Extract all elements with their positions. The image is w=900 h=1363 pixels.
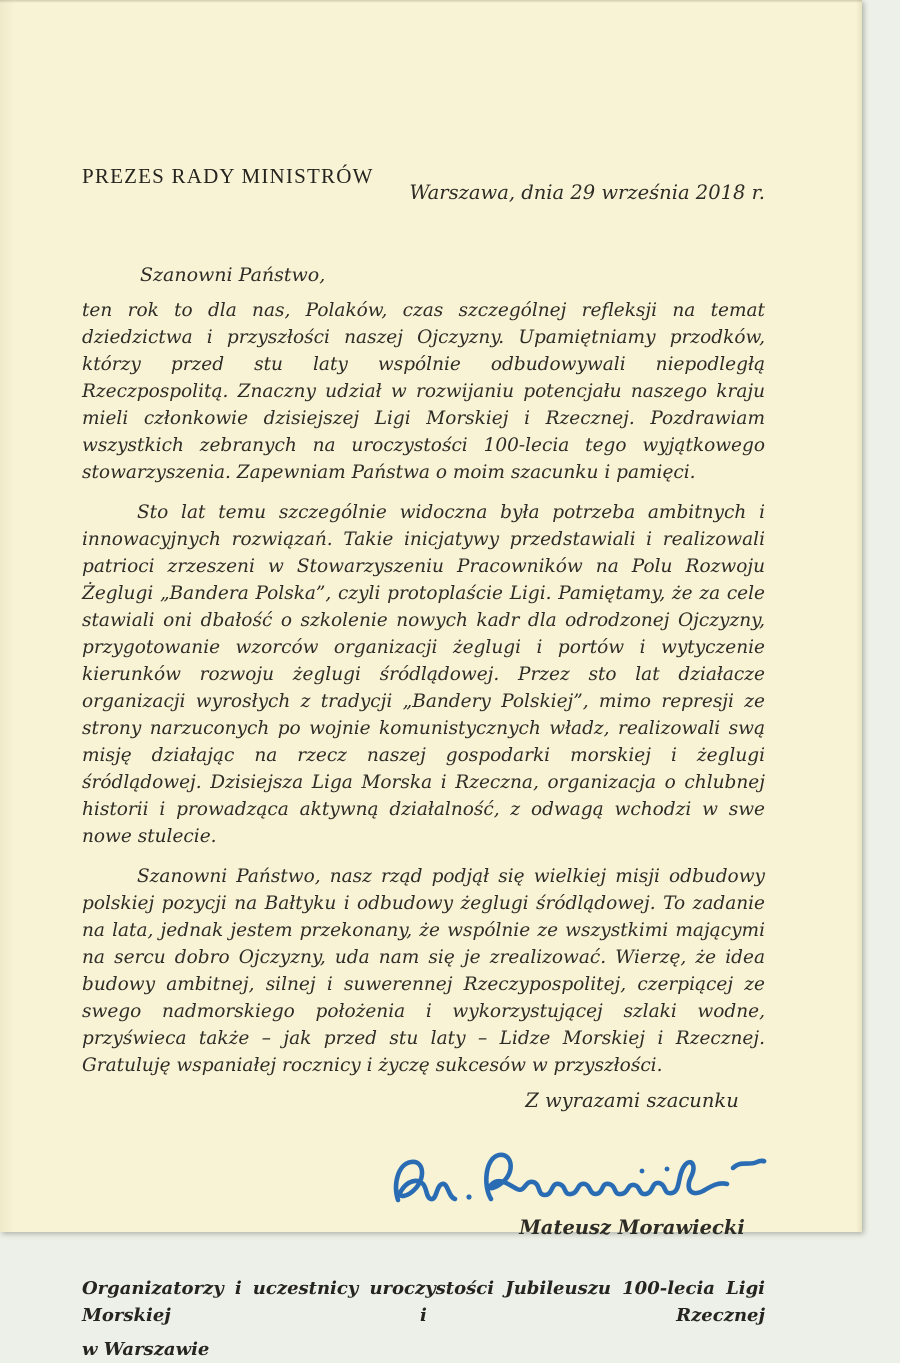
- closing-phrase: Z wyrazami szacunku: [525, 1089, 739, 1112]
- addressee-line-1: Organizatorzy i uczestnicy uroczystości Jubileuszu 100-lecia Ligi Morskiej i Rzecznej: [82, 1278, 765, 1326]
- sender-title: PREZES RADY MINISTRÓW: [82, 164, 374, 188]
- letterhead: [82, 164, 765, 204]
- signer-name: Mateusz Morawiecki: [519, 1216, 745, 1239]
- salutation: Szanowni Państwo,: [140, 264, 326, 286]
- signature-ink-icon: [390, 1144, 765, 1214]
- signature-block: [390, 1144, 765, 1214]
- paragraph-1: ten rok to dla nas, Polaków, czas szczególnej refleksji na temat dziedzictwa i przyszłości naszej Ojczyzny. Upamiętniamy przodków, którzy przed stu laty wspólnie odbudowywali niepodległą Rzeczpospolitą. Znaczny udział w rozwijaniu potencjału naszego kraju mieli członkowie dzisiejszej Ligi Morskiej i Rzecznej. Pozdrawiam wszystkich zebranych na uroczystości 100-lecia tego wyjątkowego stowarzyszenia. Zapewniam Państwa o moim szacunku i pamięci.: [82, 300, 765, 483]
- addressee: [82, 1275, 765, 1363]
- paragraph-3: Szanowni Państwo, nasz rząd podjął się wielkiej misji odbudowy polskiej pozycji na Bałtyku i odbudowy żeglugi śródlądowej. To zadanie na lata, jednak jestem przekonany, że wspólnie ze wszystkimi mającymi na sercu dobro Ojczyzny, uda nam się je zrealizować. Wierzę, że idea budowy ambitnej, silnej i suwerennej Rzeczypospolitej, czerpiącej ze swego nadmorskiego położenia i wykorzystującej szlaki wodne, przyświeca także – jak przed stu laty – Lidze Morskiej i Rzecznej. Gratuluję wspaniałej rocznicy i życzę sukcesów w przyszłości.: [82, 866, 765, 1076]
- paragraph-2: Sto lat temu szczególnie widoczna była potrzeba ambitnych i innowacyjnych rozwiązań. Takie inicjatywy przedstawiali i realizowali patrioci zrzeszeni w Stowarzyszeniu Pracowników na Polu Rozwoju Żeglugi „Bandera Polska”, czyli protoplaście Ligi. Pamiętamy, że za cele stawiali oni dbałość o szkolenie nowych kadr dla odrodzonej Ojczyzny, przygotowanie wzorców organizacji żeglugi i portów i wytyczenie kierunków rozwoju żeglugi śródlądowej. Przez sto lat działacze organizacji wyrosłych z tradycji „Bandery Polskiej”, mimo represji ze strony narzuconych po wojnie komunistycznych władz, realizowali swą misję działając na rzecz naszej gospodarki morskiej i żeglugi śródlądowej. Dzisiejsza Liga Morska i Rzeczna, organizacja o chlubnej historii i prowadząca aktywną działalność, z odwagą wchodzi w swe nowe stulecie.: [82, 502, 765, 847]
- dateline: Warszawa, dnia 29 września 2018 r.: [409, 181, 765, 204]
- addressee-line-2: w Warszawie: [82, 1339, 210, 1360]
